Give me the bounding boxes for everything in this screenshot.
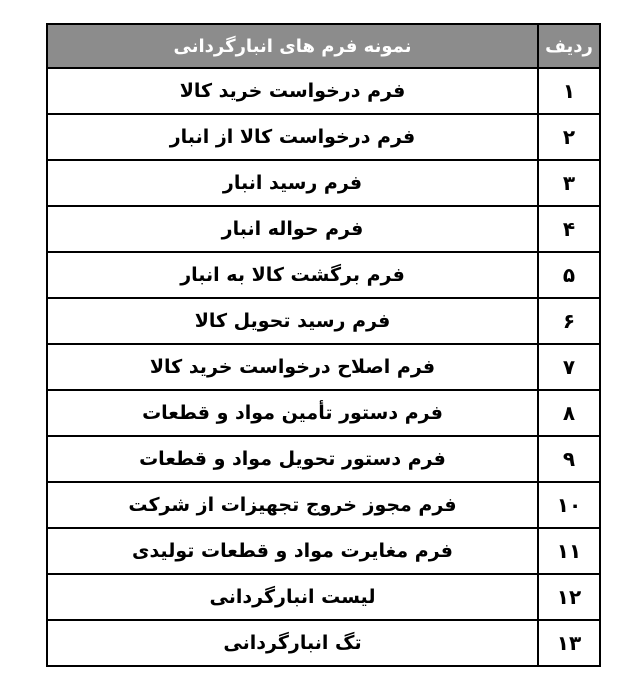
form-name-cell: فرم برگشت کالا به انبار <box>47 252 538 298</box>
header-form-name: نمونه فرم های انبارگردانی <box>47 24 538 68</box>
row-number-cell: ۴ <box>538 206 600 252</box>
table-row <box>47 298 600 344</box>
forms-table-container <box>46 23 599 667</box>
form-name-cell: فرم مغایرت مواد و قطعات تولیدی <box>47 528 538 574</box>
row-number-cell: ۵ <box>538 252 600 298</box>
row-number-cell: ۷ <box>538 344 600 390</box>
table-row <box>47 114 600 160</box>
row-number-cell: ۸ <box>538 390 600 436</box>
row-number-cell: ۲ <box>538 114 600 160</box>
table-row <box>47 482 600 528</box>
row-number-cell: ۱۳ <box>538 620 600 666</box>
row-number-cell: ۱۰ <box>538 482 600 528</box>
table-row <box>47 574 600 620</box>
form-name-cell: فرم دستور تأمین مواد و قطعات <box>47 390 538 436</box>
form-name-cell: فرم مجوز خروج تجهیزات از شرکت <box>47 482 538 528</box>
row-number-cell: ۶ <box>538 298 600 344</box>
form-name-cell: تگ انبارگردانی <box>47 620 538 666</box>
form-name-cell: فرم حواله انبار <box>47 206 538 252</box>
form-name-cell: فرم دستور تحویل مواد و قطعات <box>47 436 538 482</box>
table-header <box>47 24 600 68</box>
form-name-cell: فرم درخواست خرید کالا <box>47 68 538 114</box>
form-name-cell: فرم رسید تحویل کالا <box>47 298 538 344</box>
table-row <box>47 528 600 574</box>
table-row <box>47 68 600 114</box>
row-number-cell: ۱۱ <box>538 528 600 574</box>
header-row-number: ردیف <box>538 24 600 68</box>
table-row <box>47 390 600 436</box>
row-number-cell: ۳ <box>538 160 600 206</box>
table-row <box>47 206 600 252</box>
form-name-cell: لیست انبارگردانی <box>47 574 538 620</box>
table-row <box>47 160 600 206</box>
form-name-cell: فرم اصلاح درخواست خرید کالا <box>47 344 538 390</box>
header-row <box>47 24 600 68</box>
table-body <box>47 68 600 666</box>
table-row <box>47 620 600 666</box>
inventory-forms-table <box>46 23 601 667</box>
form-name-cell: فرم رسید انبار <box>47 160 538 206</box>
table-row <box>47 344 600 390</box>
table-row <box>47 252 600 298</box>
row-number-cell: ۹ <box>538 436 600 482</box>
form-name-cell: فرم درخواست کالا از انبار <box>47 114 538 160</box>
row-number-cell: ۱۲ <box>538 574 600 620</box>
table-row <box>47 436 600 482</box>
row-number-cell: ۱ <box>538 68 600 114</box>
